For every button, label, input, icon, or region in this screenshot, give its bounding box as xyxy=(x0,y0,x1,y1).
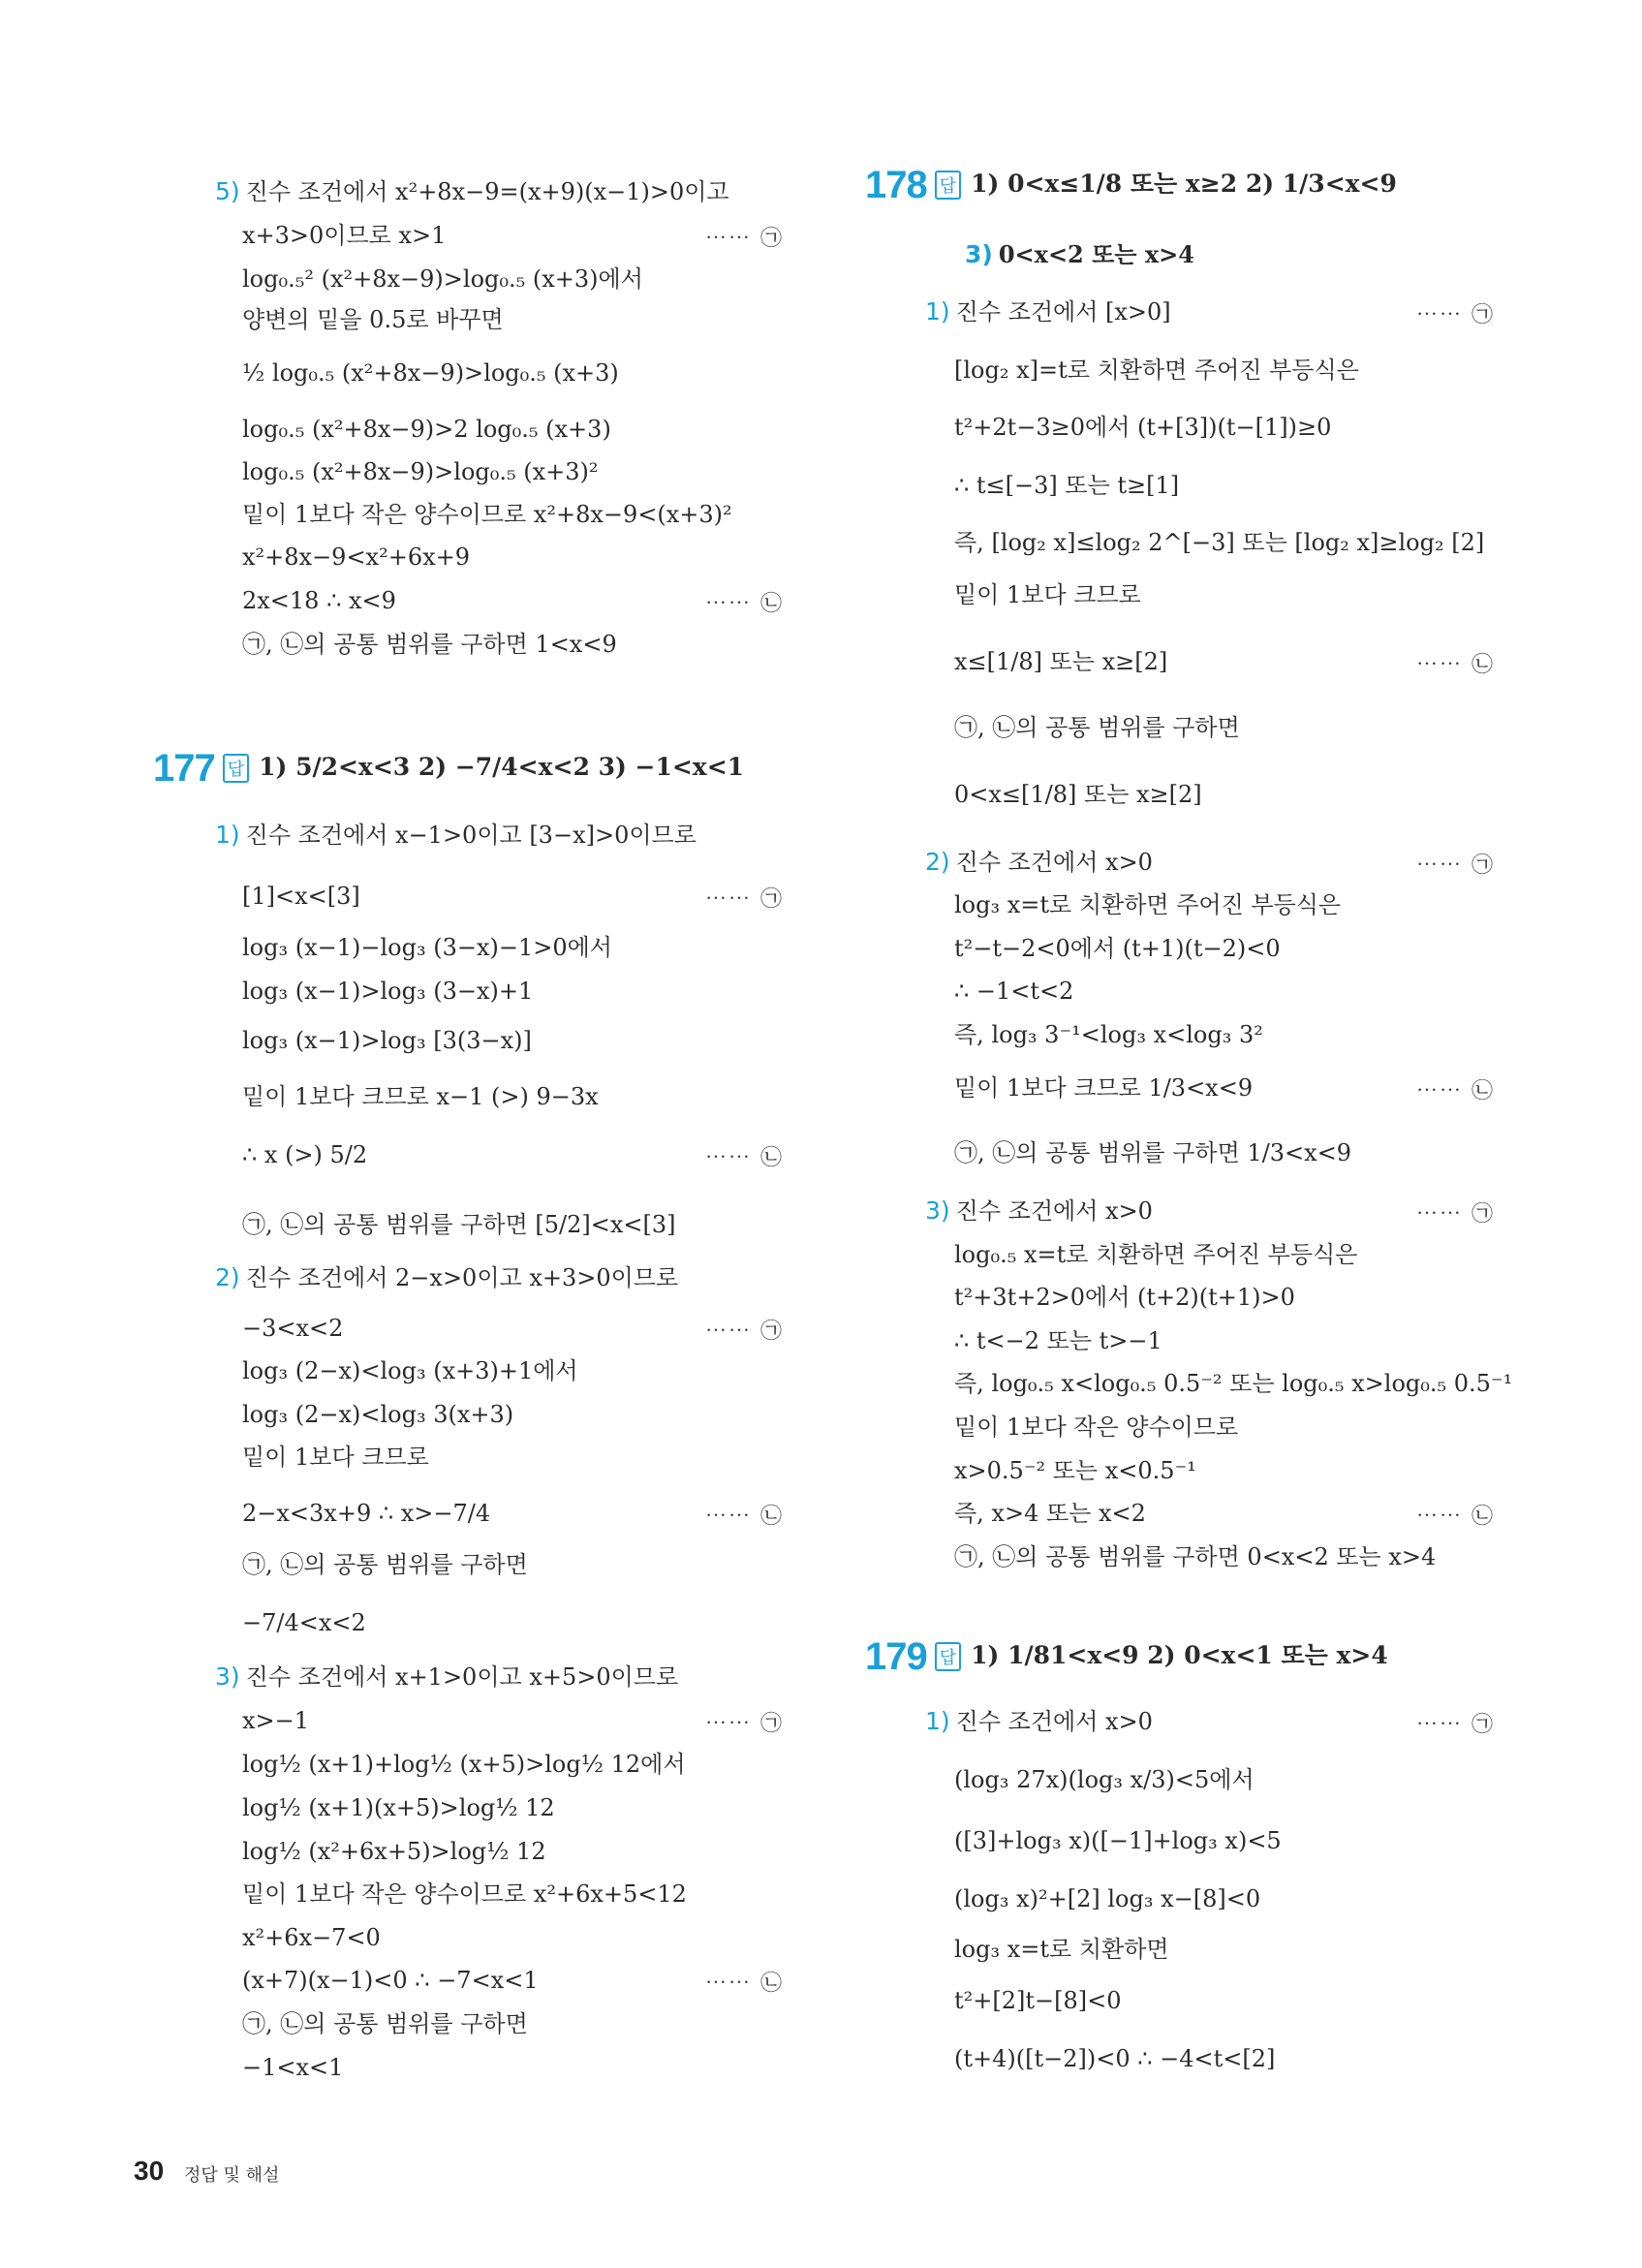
line-text: 밑이 1보다 작은 양수이므로 xyxy=(954,1414,1239,1441)
line-text: 진수 조건에서 x²+8x−9=(x+9)(x−1)>0이고 xyxy=(245,178,729,205)
line-text: 진수 조건에서 x+1>0이고 x+5>0이므로 xyxy=(245,1663,679,1691)
line-text: log½ (x+1)+log½ (x+5)>log½ 12에서 xyxy=(242,1751,686,1778)
line-text: x>−1 xyxy=(242,1707,310,1734)
solution-line xyxy=(954,1138,1351,1167)
solution-line xyxy=(954,1369,1512,1398)
solution-line xyxy=(242,1750,686,1779)
solution-line xyxy=(925,848,1153,877)
line-text: 밑이 1보다 크므로 xyxy=(954,581,1141,608)
line-text: 밑이 1보다 작은 양수이므로 x²+6x+5<12 xyxy=(242,1880,687,1908)
line-text: x>0.5⁻² 또는 x<0.5⁻¹ xyxy=(954,1457,1196,1484)
solution-line xyxy=(954,1986,1122,2015)
line-text: 0<x≤[1/8] 또는 x≥[2] xyxy=(954,781,1202,808)
sub-problem-label: 3) xyxy=(925,1196,950,1225)
solution-line xyxy=(954,713,1240,742)
line-text: t²+[2]t−[8]<0 xyxy=(954,1987,1122,2014)
reference-mark: ⋯⋯ ㉠ xyxy=(1416,1202,1495,1227)
solution-line xyxy=(954,471,1179,500)
solution-line xyxy=(954,1073,1253,1103)
reference-mark: ⋯⋯ ㉡ xyxy=(705,1505,784,1529)
footer-title: 정답 및 해설 xyxy=(184,2165,280,2186)
line-text: log½ (x²+6x+5)>log½ 12 xyxy=(242,1838,546,1865)
line-text: (log₃ 27x)(log₃ x/3)<5에서 xyxy=(954,1766,1255,1793)
line-text: log₃ (2−x)<log₃ 3(x+3) xyxy=(242,1401,514,1428)
solution-line xyxy=(242,933,612,962)
line-text: 0<x<2 또는 x>4 xyxy=(998,240,1194,268)
line-text: log₃ (x−1)>log₃ (3−x)+1 xyxy=(242,978,534,1005)
line-text: 진수 조건에서 [x>0] xyxy=(955,298,1171,326)
solution-line xyxy=(242,1880,687,1909)
line-text: 즉, [log₂ x]≤log₂ 2^[−3] 또는 [log₂ x]≥log₂ [2] xyxy=(954,529,1485,556)
line-text: 즉, x>4 또는 x<2 xyxy=(954,1500,1146,1527)
sub-problem-label: 1) xyxy=(925,297,950,326)
solution-line xyxy=(954,1542,1436,1571)
solution-line xyxy=(954,1499,1146,1528)
solution-line xyxy=(242,1400,513,1429)
line-text: log₃ (x−1)−log₃ (3−x)−1>0에서 xyxy=(242,934,612,961)
solution-line xyxy=(242,977,533,1006)
line-text: [log₂ x]=t로 치환하면 주어진 부등식은 xyxy=(954,357,1359,384)
line-text: ㉠, ㉡의 공통 범위를 구하면 xyxy=(242,2010,528,2037)
answer-badge: 답 xyxy=(935,171,961,200)
line-text: x²+6x−7<0 xyxy=(242,1924,381,1951)
solution-line xyxy=(954,647,1167,676)
solution-line xyxy=(954,1020,1263,1049)
solution-line xyxy=(954,1884,1260,1913)
solution-line xyxy=(242,1923,381,1952)
line-text: log₀.₅² (x²+8x−9)>log₀.₅ (x+3)에서 xyxy=(242,265,643,293)
line-text: ([3]+log₃ x)([−1]+log₃ x)<5 xyxy=(954,1827,1282,1854)
reference-mark: ⋯⋯ ㉠ xyxy=(705,1320,784,1344)
line-text: log₃ (x−1)>log₃ [3(3−x)] xyxy=(242,1027,532,1054)
line-text: (log₃ x)²+[2] log₃ x−[8]<0 xyxy=(954,1885,1261,1912)
solution-line xyxy=(954,934,1281,963)
solution-line xyxy=(242,221,446,250)
solution-line xyxy=(954,580,1141,609)
line-text: ㉠, ㉡의 공통 범위를 구하면 xyxy=(954,714,1240,741)
line-text: 양변의 밑을 0.5로 바꾸면 xyxy=(242,306,504,333)
solution-line xyxy=(215,1662,678,1692)
line-text: ㉠, ㉡의 공통 범위를 구하면 xyxy=(242,1551,528,1578)
sub-problem-label: 2) xyxy=(215,1263,240,1291)
line-text: log₃ x=t로 치환하면 주어진 부등식은 xyxy=(954,891,1342,918)
solution-line xyxy=(242,2053,343,2082)
reference-mark: ⋯⋯ ㉠ xyxy=(705,227,784,251)
sub-problem-label: 5) xyxy=(215,177,240,205)
solution-line xyxy=(925,1707,1153,1736)
solution-line xyxy=(954,1456,1196,1485)
solution-line xyxy=(242,415,611,444)
solution-line xyxy=(925,1196,1153,1226)
answer-badge: 답 xyxy=(935,1642,961,1671)
solution-line xyxy=(954,356,1359,385)
line-text: log₀.₅ x=t로 치환하면 주어진 부등식은 xyxy=(954,1241,1358,1268)
solution-line xyxy=(242,1966,539,1995)
sub-problem-label: 1) xyxy=(215,821,240,849)
line-text: (x+7)(x−1)<0 ∴ −7<x<1 xyxy=(242,1967,539,1994)
line-text: t²+2t−3≥0에서 (t+[3])(t−[1])≥0 xyxy=(954,414,1332,441)
answer-summary: 1) 1/81<x<9 2) 0<x<1 또는 x>4 xyxy=(971,1641,1388,1669)
problem-number: 177 xyxy=(153,747,215,790)
solution-line xyxy=(242,1793,555,1822)
problem-header xyxy=(865,1635,1388,1679)
line-text: 진수 조건에서 x>0 xyxy=(955,1197,1153,1225)
line-text: ∴ t≤[−3] 또는 t≥[1] xyxy=(954,472,1180,499)
solution-line xyxy=(242,1706,309,1735)
line-text: ㉠, ㉡의 공통 범위를 구하면 0<x<2 또는 x>4 xyxy=(954,1543,1437,1570)
sub-problem-label: 2) xyxy=(925,848,950,876)
line-text: x²+8x−9<x²+6x+9 xyxy=(242,544,471,571)
solution-line xyxy=(954,1935,1169,1964)
sub-problem-label: 3) xyxy=(215,1662,240,1691)
solution-line xyxy=(954,1326,1162,1355)
sub-problem-label: 3) xyxy=(965,240,993,268)
answer-badge: 답 xyxy=(223,754,249,783)
line-text: 밑이 1보다 크므로 xyxy=(242,1444,429,1471)
line-text: log½ (x+1)(x+5)>log½ 12 xyxy=(242,1794,555,1821)
line-text: 밑이 1보다 크므로 x−1 (>) 9−3x xyxy=(242,1083,599,1110)
solution-line xyxy=(242,1608,366,1637)
solution-line xyxy=(215,821,697,850)
reference-mark: ⋯⋯ ㉡ xyxy=(705,1972,784,1996)
solution-line xyxy=(242,1026,532,1055)
solution-line xyxy=(954,890,1341,919)
line-text: 진수 조건에서 2−x>0이고 x+3>0이므로 xyxy=(245,1264,679,1291)
line-text: 진수 조건에서 x−1>0이고 [3−x]>0이므로 xyxy=(245,822,697,849)
solution-line xyxy=(954,528,1484,557)
reference-mark: ⋯⋯ ㉡ xyxy=(705,592,784,616)
solution-line xyxy=(954,413,1331,442)
solution-line xyxy=(954,1413,1238,1442)
line-text: 진수 조건에서 x>0 xyxy=(955,1708,1153,1735)
solution-line xyxy=(242,305,504,334)
line-text: t²−t−2<0에서 (t+1)(t−2)<0 xyxy=(954,935,1281,962)
line-text: x+3>0이므로 x>1 xyxy=(242,222,447,249)
line-text: −1<x<1 xyxy=(242,2054,344,2081)
solution-line xyxy=(925,297,1171,326)
reference-mark: ⋯⋯ ㉡ xyxy=(1416,1079,1495,1103)
solution-line xyxy=(954,2044,1275,2073)
solution-line xyxy=(954,977,1073,1006)
solution-line xyxy=(215,1263,678,1292)
solution-line xyxy=(242,1499,490,1528)
solution-line xyxy=(954,1826,1282,1855)
reference-mark: ⋯⋯ ㉠ xyxy=(705,887,784,912)
line-text: 즉, log₃ 3⁻¹<log₃ x<log₃ 3² xyxy=(954,1021,1263,1048)
solution-line xyxy=(954,1765,1255,1794)
line-text: log₃ x=t로 치환하면 xyxy=(954,1936,1169,1963)
reference-mark: ⋯⋯ ㉡ xyxy=(1416,653,1495,677)
answer-summary: 1) 0<x≤1/8 또는 x≥2 2) 1/3<x<9 xyxy=(971,170,1397,198)
solution-line xyxy=(242,882,360,911)
solution-line xyxy=(954,780,1202,809)
line-text: (t+4)([t−2])<0 ∴ −4<t<[2] xyxy=(954,2045,1276,2072)
line-text: ∴ t<−2 또는 t>−1 xyxy=(954,1327,1162,1354)
line-text: ㉠, ㉡의 공통 범위를 구하면 1<x<9 xyxy=(242,631,617,658)
solution-line xyxy=(242,457,599,486)
solution-line xyxy=(954,1240,1357,1269)
line-text: log₀.₅ (x²+8x−9)>2 log₀.₅ (x+3) xyxy=(242,416,611,443)
line-text: log₃ (2−x)<log₃ (x+3)+1에서 xyxy=(242,1357,578,1384)
solution-line xyxy=(242,1837,546,1866)
reference-mark: ⋯⋯ ㉠ xyxy=(1416,303,1495,327)
solution-line xyxy=(242,358,619,388)
line-text: x≤[1/8] 또는 x≥[2] xyxy=(954,648,1168,675)
reference-mark: ⋯⋯ ㉡ xyxy=(1416,1505,1495,1529)
sub-problem-label: 1) xyxy=(925,1707,950,1735)
problem-number: 179 xyxy=(865,1635,927,1678)
line-text: ½ log₀.₅ (x²+8x−9)>log₀.₅ (x+3) xyxy=(242,359,619,387)
solution-line xyxy=(965,240,1194,269)
solution-line xyxy=(242,1356,578,1385)
solution-line xyxy=(242,2009,528,2038)
solution-line xyxy=(242,1210,676,1239)
line-text: [1]<x<[3] xyxy=(242,883,360,910)
answer-summary: 1) 5/2<x<3 2) −7/4<x<2 3) −1<x<1 xyxy=(259,753,745,781)
solution-line xyxy=(242,1314,343,1343)
problem-header xyxy=(153,747,744,791)
page-number: 30 xyxy=(134,2156,165,2186)
solution-line xyxy=(242,264,643,294)
solution-line xyxy=(242,630,617,659)
reference-mark: ⋯⋯ ㉠ xyxy=(1416,854,1495,878)
solution-line xyxy=(954,1283,1295,1312)
solution-line xyxy=(242,1443,429,1472)
line-text: 진수 조건에서 x>0 xyxy=(955,849,1153,876)
line-text: 밑이 1보다 작은 양수이므로 x²+8x−9<(x+3)² xyxy=(242,501,732,528)
solution-line xyxy=(242,543,470,572)
line-text: 밑이 1보다 크므로 1/3<x<9 xyxy=(954,1074,1254,1102)
solution-line xyxy=(242,1550,528,1579)
reference-mark: ⋯⋯ ㉠ xyxy=(705,1712,784,1736)
line-text: −3<x<2 xyxy=(242,1315,344,1342)
solution-line xyxy=(242,586,396,615)
line-text: ∴ x (>) 5/2 xyxy=(242,1141,368,1168)
solution-line xyxy=(242,1140,367,1169)
solution-line xyxy=(215,177,729,206)
line-text: ㉠, ㉡의 공통 범위를 구하면 1/3<x<9 xyxy=(954,1139,1352,1166)
line-text: −7/4<x<2 xyxy=(242,1609,366,1636)
line-text: 2x<18 ∴ x<9 xyxy=(242,587,396,614)
solution-line xyxy=(242,500,732,529)
problem-header xyxy=(865,164,1397,207)
line-text: ∴ −1<t<2 xyxy=(954,978,1074,1005)
line-text: 즉, log₀.₅ x<log₀.₅ 0.5⁻² 또는 log₀.₅ x>log₀.₅ 0.5⁻¹ xyxy=(954,1370,1513,1397)
line-text: t²+3t+2>0에서 (t+2)(t+1)>0 xyxy=(954,1284,1295,1311)
reference-mark: ⋯⋯ ㉡ xyxy=(705,1146,784,1170)
problem-number: 178 xyxy=(865,164,927,206)
solution-line xyxy=(242,1082,599,1111)
reference-mark: ⋯⋯ ㉠ xyxy=(1416,1713,1495,1737)
line-text: log₀.₅ (x²+8x−9)>log₀.₅ (x+3)² xyxy=(242,458,599,485)
line-text: 2−x<3x+9 ∴ x>−7/4 xyxy=(242,1500,491,1527)
line-text: ㉠, ㉡의 공통 범위를 구하면 [5/2]<x<[3] xyxy=(242,1211,676,1238)
